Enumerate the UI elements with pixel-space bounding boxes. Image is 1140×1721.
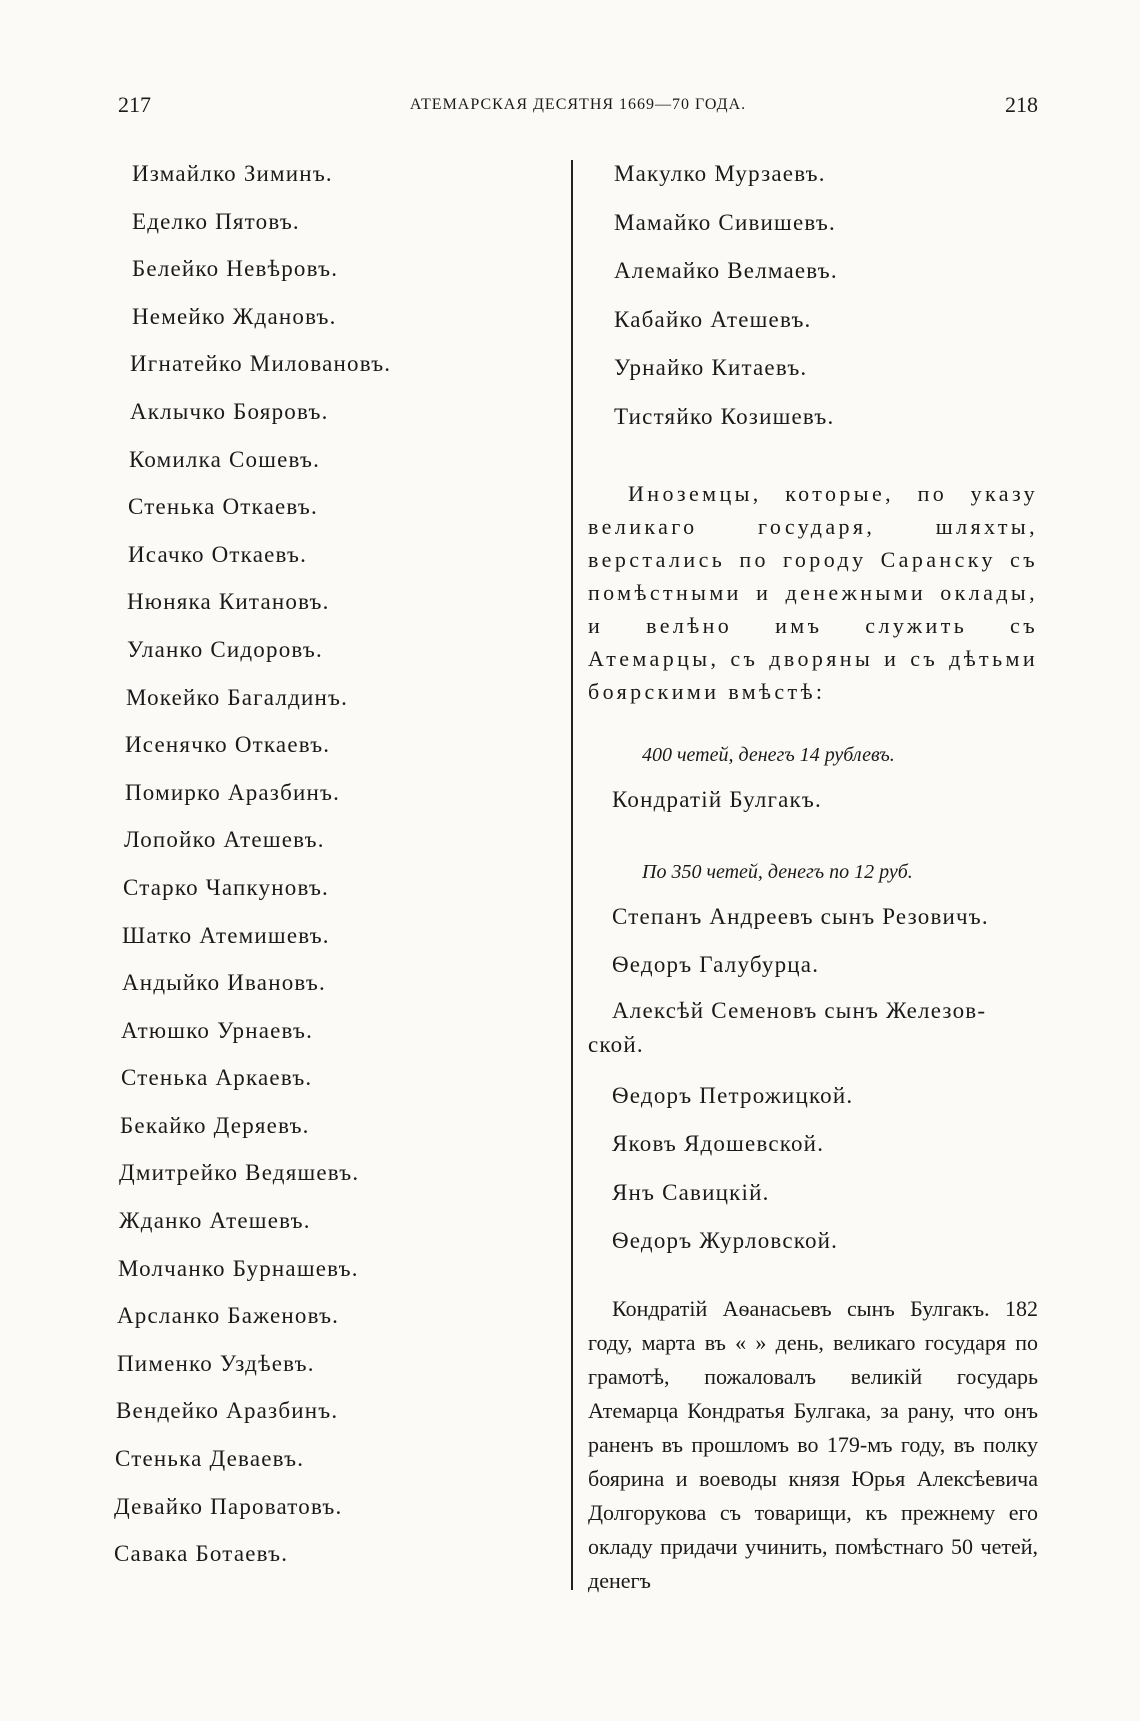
list-item: Кондратій Булгакъ. xyxy=(612,787,822,812)
page-number-left: 217 xyxy=(118,92,151,117)
list-item: Еделко Пятовъ. xyxy=(132,208,300,234)
list-item: Лопойко Атешевъ. xyxy=(124,827,325,853)
list-item: Арсланко Баженовъ. xyxy=(117,1303,340,1329)
list-item: Стенька Деваевъ. xyxy=(115,1446,305,1472)
list-item: Урнайко Китаевъ. xyxy=(614,355,808,380)
list-item: Пименко Уздѣевъ. xyxy=(117,1350,315,1376)
list-item: Исачко Откаевъ. xyxy=(128,541,308,567)
body-paragraph: Кондратій Аѳанасьевъ сынъ Булгакъ. 182 году, марта въ « » день, великаго государя по грамотѣ, пожаловалъ великій государь Атемарца Кондратья Булгака, за рану, что онъ раненъ въ прошломъ во 179-мъ году, въ полку боярина и воеводы князя Юрья Алексѣевича Долгорукова съ товарищи, къ прежнему его окладу придачи учинить, помѣстнаго 50 четей, денегъ xyxy=(588,1295,1038,1593)
list-item: Бекайко Деряевъ. xyxy=(120,1112,310,1138)
list-item-continuation: ской. xyxy=(588,1031,644,1057)
list-item: Мамайко Сивишевъ. xyxy=(614,209,836,235)
list-item: Макулко Мурзаевъ. xyxy=(614,161,826,186)
list-item-line: Алексѣй Семеновъ сынъ Железов- xyxy=(612,997,987,1023)
list-item: Комилка Сошевъ. xyxy=(129,446,321,472)
right-column xyxy=(588,150,1038,1598)
list-item: Яковъ Ядошевской. xyxy=(612,1131,825,1156)
list-item: Немейко Ждановъ. xyxy=(132,303,337,329)
list-item: Степанъ Андреевъ сынъ Резовичъ. xyxy=(612,903,989,929)
list-item: Тистяйко Козишевъ. xyxy=(614,403,835,429)
list-item: Ѳедоръ Петрожицкой. xyxy=(612,1082,854,1108)
list-item xyxy=(588,994,1038,1062)
list-item: Уланко Сидоровъ. xyxy=(127,636,323,662)
list-item: Молчанко Бурнашевъ. xyxy=(118,1255,359,1281)
list-item: Янъ Савицкій. xyxy=(612,1179,770,1205)
list-item: Аклычко Бояровъ. xyxy=(130,398,329,424)
list-item: Андыйко Ивановъ. xyxy=(122,970,326,996)
list-item: Жданко Атешевъ. xyxy=(119,1208,311,1234)
list-item: Старко Чапкуновъ. xyxy=(123,874,329,900)
list-item: Дмитрейко Ведяшевъ. xyxy=(119,1160,360,1186)
list-item: Стенька Аркаевъ. xyxy=(121,1065,313,1091)
list-item: Исенячко Откаевъ. xyxy=(125,732,331,758)
section-heading: Иноземцы, которые, по указу великаго государя, шляхты, верстались по городу Саранску съ помѣстными и денежными оклады, и велѣно имъ служить съ Атемарцы, съ дворяны и съ дѣтьми боярскими вмѣстѣ: xyxy=(588,481,1038,704)
list-item: Шатко Атемишевъ. xyxy=(122,922,330,948)
allotment-label: 400 четей, денегъ 14 рублевъ. xyxy=(642,744,895,766)
list-item: Атюшко Урнаевъ. xyxy=(121,1017,314,1043)
list-item: Белейко Невѣровъ. xyxy=(132,256,339,282)
list-item: Помирко Аразбинъ. xyxy=(125,779,341,805)
list-item: Алемайко Велмаевъ. xyxy=(614,258,838,283)
list-item: Игнатейко Миловановъ. xyxy=(130,351,392,377)
column-divider xyxy=(571,160,573,1590)
list-item: Стенька Откаевъ. xyxy=(128,494,318,520)
list-item: Девайко Пароватовъ. xyxy=(114,1493,343,1519)
list-item: Вендейко Аразбинъ. xyxy=(116,1398,339,1424)
running-title: АТЕМАРСКАЯ ДЕСЯТНЯ 1669—70 ГОДА. xyxy=(409,96,747,113)
allotment-label: По 350 четей, денегъ по 12 руб. xyxy=(642,860,913,883)
list-item: Мокейко Багалдинъ. xyxy=(126,684,349,710)
list-item: Нюняка Китановъ. xyxy=(127,589,330,615)
list-item: Ѳедоръ Журловской. xyxy=(612,1228,839,1253)
list-item: Измайлко Зиминъ. xyxy=(132,161,333,186)
list-item: Ѳедоръ Галубурца. xyxy=(612,952,820,977)
page-header xyxy=(118,92,1038,126)
left-column xyxy=(112,150,552,1578)
list-item: Савака Ботаевъ. xyxy=(114,1541,289,1567)
list-item: Кабайко Атешевъ. xyxy=(614,306,812,332)
page-number-right: 218 xyxy=(1005,92,1038,117)
